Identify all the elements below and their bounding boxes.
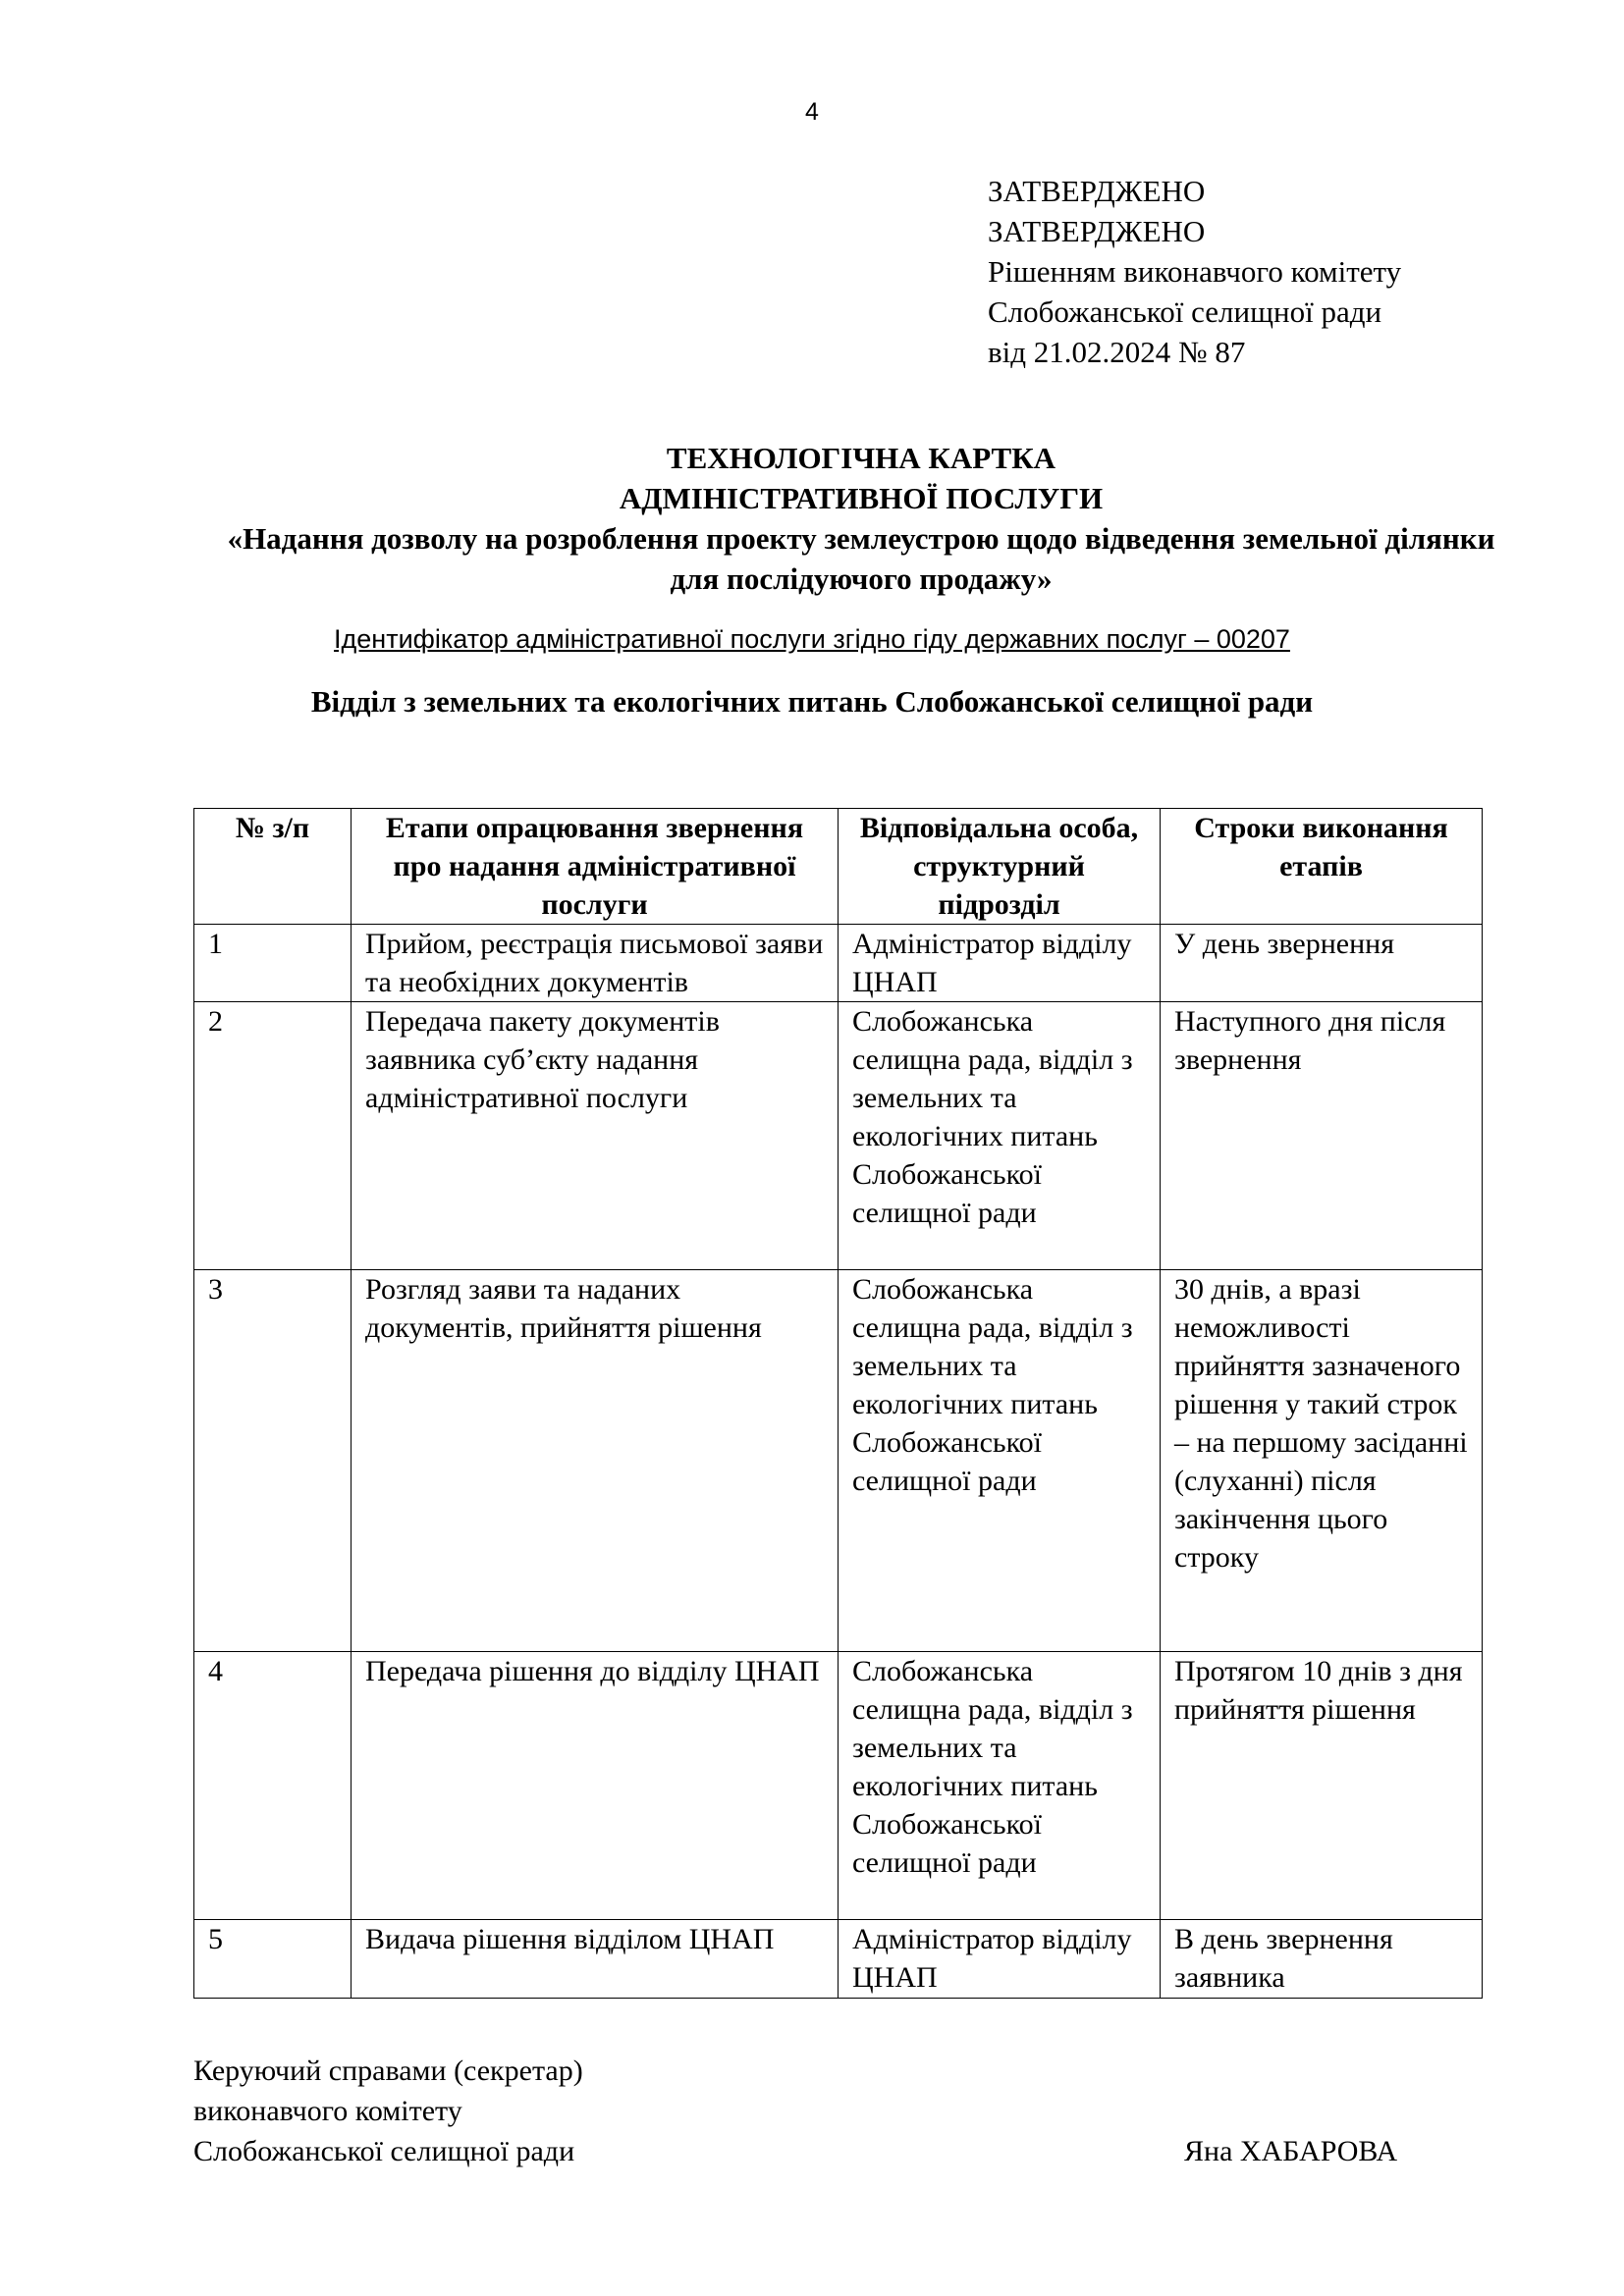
position-line: виконавчого комітету xyxy=(193,2095,462,2127)
signatory-position xyxy=(193,2051,583,2171)
row-number: 4 xyxy=(194,1652,352,1920)
page-number: 4 xyxy=(805,98,819,126)
row-responsible: Слобожанська селищна рада, відділ з земельних та екологічних питань Слобожанської селищної ради xyxy=(839,1002,1161,1270)
approval-stamp xyxy=(988,171,1401,372)
table-row xyxy=(194,1920,1483,1999)
row-number: 5 xyxy=(194,1920,352,1999)
heading-subtitle: АДМІНІСТРАТИВНОЇ ПОСЛУГИ xyxy=(619,481,1104,515)
signatory-name: Яна ХАБАРОВА xyxy=(1184,2135,1398,2167)
table-row xyxy=(194,925,1483,1002)
header-number: № з/п xyxy=(194,809,352,925)
header-responsible: Відповідальна особа, структурний підрозділ xyxy=(839,809,1161,925)
position-line: Керуючий справами (секретар) xyxy=(193,2055,583,2087)
position-line: Слобожанської селищної ради xyxy=(193,2135,575,2167)
approval-line: Слобожанської селищної ради xyxy=(988,294,1382,329)
row-terms: В день звернення заявника xyxy=(1161,1920,1483,1999)
row-terms: Наступного дня після звернення xyxy=(1161,1002,1483,1270)
approval-line: ЗАТВЕРДЖЕНО xyxy=(988,214,1206,248)
row-stage: Видача рішення відділом ЦНАП xyxy=(352,1920,839,1999)
table-row xyxy=(194,1002,1483,1270)
header-terms: Строки виконання етапів xyxy=(1161,809,1483,925)
row-number: 3 xyxy=(194,1270,352,1652)
row-terms: Протягом 10 днів з дня прийняття рішення xyxy=(1161,1652,1483,1920)
table-row xyxy=(194,1652,1483,1920)
row-stage: Прийом, реєстрація письмової заяви та необхідних документів xyxy=(352,925,839,1002)
row-terms: 30 днів, а вразі неможливості прийняття зазначеного рішення у такий строк – на першому засіданні (слуханні) після закінчення цього строку xyxy=(1161,1270,1483,1652)
department-name: Відділ з земельних та екологічних питань Слобожанської селищної ради xyxy=(310,684,1314,719)
row-stage: Передача пакету документів заявника суб’єкту надання адміністративної послуги xyxy=(352,1002,839,1270)
row-number: 2 xyxy=(194,1002,352,1270)
row-stage: Передача рішення до відділу ЦНАП xyxy=(352,1652,839,1920)
service-identifier: Ідентифікатор адміністративної послуги згідно гіду державних послуг – 00207 xyxy=(334,624,1290,654)
approval-line: ЗАТВЕРДЖЕНО xyxy=(988,174,1206,208)
row-responsible: Адміністратор відділу ЦНАП xyxy=(839,1920,1161,1999)
row-terms: У день звернення xyxy=(1161,925,1483,1002)
heading-title: ТЕХНОЛОГІЧНА КАРТКА xyxy=(666,441,1056,475)
row-stage: Розгляд заяви та наданих документів, прийняття рішення xyxy=(352,1270,839,1652)
row-responsible: Слобожанська селищна рада, відділ з земельних та екологічних питань Слобожанської селищної ради xyxy=(839,1270,1161,1652)
row-responsible: Адміністратор відділу ЦНАП xyxy=(839,925,1161,1002)
header-stage: Етапи опрацювання звернення про надання адміністративної послуги xyxy=(352,809,839,925)
approval-line: від 21.02.2024 № 87 xyxy=(988,335,1246,369)
approval-line: Рішенням виконавчого комітету xyxy=(988,254,1402,289)
service-name: «Надання дозволу на розроблення проекту землеустрою щодо відведення земельної ділянки для послідуючого продажу» xyxy=(227,521,1495,596)
document-heading xyxy=(196,438,1526,599)
stages-table xyxy=(193,808,1483,1999)
table-header-row xyxy=(194,809,1483,925)
row-number: 1 xyxy=(194,925,352,1002)
table-row xyxy=(194,1270,1483,1652)
row-responsible: Слобожанська селищна рада, відділ з земельних та екологічних питань Слобожанської селищної ради xyxy=(839,1652,1161,1920)
